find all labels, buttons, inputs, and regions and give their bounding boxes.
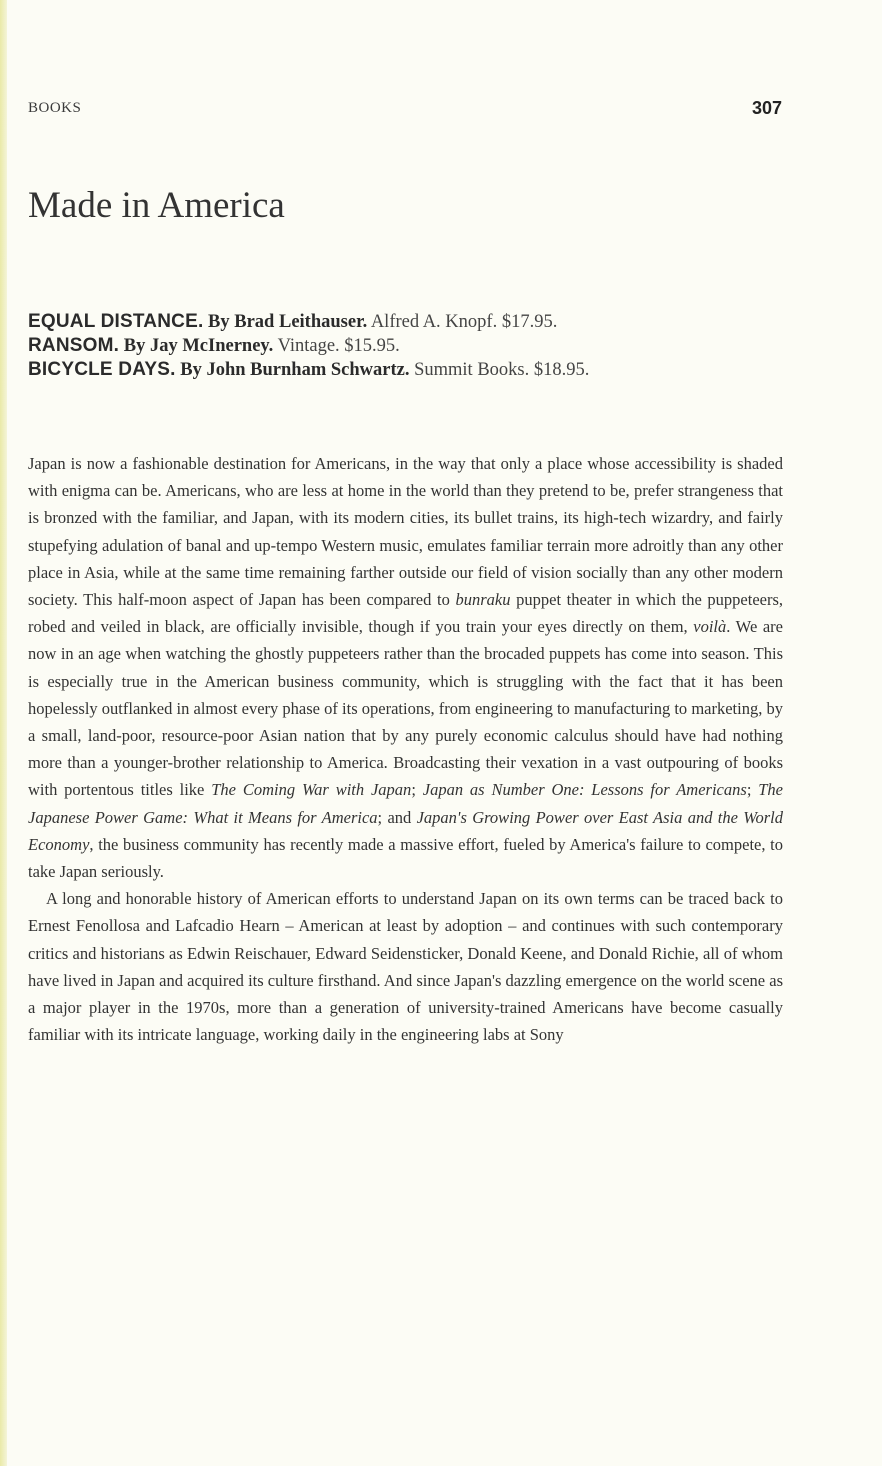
- book-publisher-price: Summit Books. $18.95.: [414, 360, 590, 380]
- book-author: By John Burnham Schwartz.: [180, 360, 410, 380]
- running-header: [28, 100, 782, 122]
- paragraph-text: ;: [411, 780, 423, 800]
- paragraph-1: [28, 450, 783, 885]
- paragraph-text: , the business community has recently made a massive effort, fueled by America's failure to compete, to take Japan seriously.: [28, 834, 783, 882]
- paragraph-text: puppet theater in which the puppeteers, robed and veiled in black, are officially invisible, though if you train your eyes directly on them,: [28, 590, 784, 637]
- italic-title-text: bunraku: [455, 590, 511, 610]
- book-list: [28, 310, 788, 382]
- italic-title-text: The Coming War with Japan: [211, 780, 412, 800]
- book-entry: [28, 310, 788, 334]
- book-title: BICYCLE DAYS.: [28, 359, 176, 380]
- book-title: RANSOM.: [28, 335, 120, 356]
- paragraph-text: Japan is now a fashionable destination for Americans, in the way that only a place whose accessibility is shaded with enigma can be. Americans, who are less at home in the world than they pretend to be, prefer strangeness that is bronzed with the familiar, and Japan, with its modern cities, its bullet trains, its high-tech wizardry, and fairly stupefying adulation of banal and up-tempo Western music, emulates familiar terrain more adroitly than any other place in Asia, while at the same time remaining farther outside our field of vision socially than any other modern society. This half-moon aspect of Japan has been compared to: [28, 454, 783, 610]
- article-body: [28, 450, 783, 1048]
- section-label: BOOKS: [28, 100, 82, 116]
- italic-title-text: The Japanese Power Game: What it Means for America: [28, 780, 783, 827]
- book-entry: [28, 334, 788, 358]
- page-edge: [0, 0, 7, 1466]
- italic-title-text: voilà: [693, 617, 727, 637]
- book-publisher-price: Vintage. $15.95.: [277, 336, 400, 356]
- article-title: Made in America: [28, 185, 285, 226]
- book-title: EQUAL DISTANCE.: [28, 311, 204, 332]
- paragraph-2: A long and honorable history of American efforts to understand Japan on its own terms can be traced back to Ernest Fenollosa and Lafcadio Hearn – American at least by adoption – and continues with such contemporary critics and historians as Edwin Reischauer, Edward Seidensticker, Donald Keene, and Donald Richie, all of whom have lived in Japan and acquired its culture firsthand. And since Japan's dazzling emergence on the world scene as a major player in the 1970s, more than a generation of university-trained Americans have become casually familiar with its intricate language, working daily in the engineering labs at Sony: [28, 889, 783, 1045]
- book-author: By Brad Leithauser.: [208, 312, 368, 332]
- book-author: By Jay McInerney.: [123, 336, 274, 356]
- italic-title-text: Japan as Number One: Lessons for Americans: [422, 780, 747, 800]
- book-entry: [28, 358, 788, 382]
- paragraph-text: . We are now in an age when watching the ghostly puppeteers rather than the brocaded puppets has come into season. This is especially true in the American business community, which is struggling with the fact that it has been hopelessly outflanked in almost every phase of its operations, from engineering to manufacturing to marketing, by a small, land-poor, resource-poor Asian nation that by any purely economic calculus should have had nothing more than a younger-brother relationship to America. Broadcasting their vexation in a vast outpouring of books with portentous titles like: [28, 617, 783, 800]
- page-number: 307: [751, 98, 782, 118]
- book-publisher-price: Alfred A. Knopf. $17.95.: [370, 312, 558, 332]
- italic-title-text: Japan's Growing Power over East Asia and the World Economy: [28, 807, 783, 854]
- paragraph-text: ;: [746, 780, 759, 800]
- paragraph-text: ; and: [377, 807, 417, 827]
